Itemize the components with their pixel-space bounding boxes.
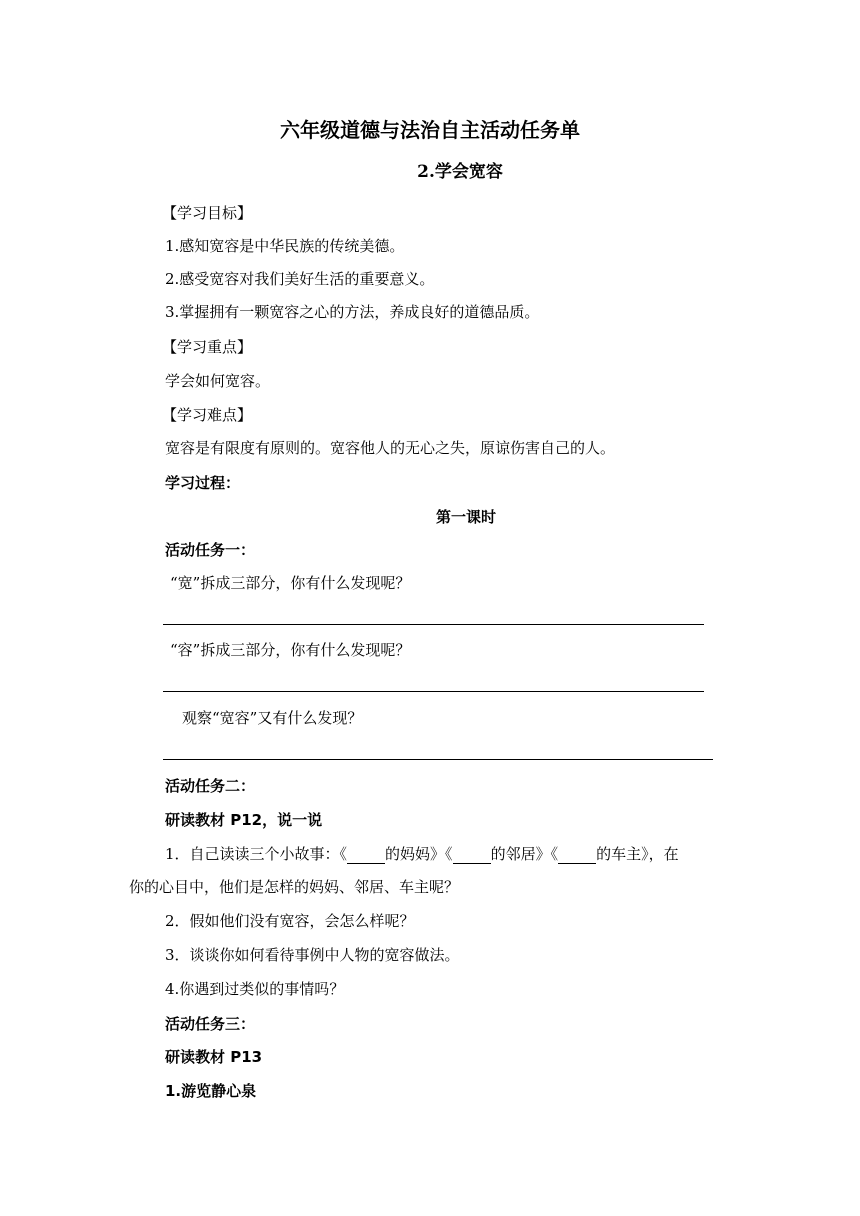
task2-heading: 活动任务二： [165, 777, 256, 795]
objective-2: 2.感受宽容对我们美好生活的重要意义。 [165, 270, 435, 288]
task3-subheading: 研读教材 P13 [165, 1048, 263, 1066]
answer-line-3[interactable] [163, 759, 713, 760]
task1-heading: 活动任务一： [165, 541, 256, 559]
objective-3: 3.掌握拥有一颗宽容之心的方法，养成良好的道德品质。 [165, 303, 540, 321]
task3-item-1: 1.游览静心泉 [165, 1082, 257, 1100]
task2-item-3: 3．谈谈你如何看待事例中人物的宽容做法。 [165, 946, 460, 964]
fill-blank-2[interactable] [453, 847, 491, 864]
answer-line-2[interactable] [163, 691, 704, 692]
fill-blank-3[interactable] [558, 847, 596, 864]
task1-question-3: 观察“宽容”又有什么发现？ [182, 709, 363, 727]
objectives-heading: 【学习目标】 [162, 204, 253, 222]
task2-item-1-continued: 你的心目中，他们是怎样的妈妈、邻居、车主呢？ [129, 878, 460, 896]
task2-subheading: 研读教材 P12，说一说 [165, 811, 323, 829]
item1-part-d: 的车主》，在 [596, 845, 679, 863]
task2-item-4: 4.你遇到过类似的事情吗？ [165, 980, 345, 998]
fill-blank-1[interactable] [347, 847, 385, 864]
task2-item-1 [165, 844, 679, 864]
difficulty-text: 宽容是有限度有原则的。宽容他人的无心之失，原谅伤害自己的人。 [165, 439, 616, 457]
difficulty-heading: 【学习难点】 [162, 406, 253, 424]
item1-part-a: 1．自己读读三个小故事：《 [165, 845, 348, 863]
task3-heading: 活动任务三： [165, 1015, 256, 1033]
task1-question-2: “容”拆成三部分，你有什么发现呢？ [170, 641, 411, 659]
objective-1: 1.感知宽容是中华民族的传统美德。 [165, 237, 405, 255]
task1-question-1: “宽”拆成三部分，你有什么发现呢？ [170, 574, 411, 592]
lesson-heading: 第一课时 [435, 508, 496, 526]
focus-heading: 【学习重点】 [162, 338, 253, 356]
item1-part-b: 的妈妈》《 [385, 845, 453, 863]
process-heading: 学习过程： [165, 474, 241, 492]
lesson-subtitle: 2.学会宽容 [417, 162, 503, 182]
task2-item-2: 2．假如他们没有宽容，会怎么样呢？ [165, 912, 415, 930]
focus-text: 学会如何宽容。 [165, 372, 271, 390]
answer-line-1[interactable] [163, 624, 704, 625]
item1-part-c: 的邻居》《 [490, 845, 559, 863]
page-title: 六年级道德与法治自主活动任务单 [280, 118, 580, 142]
